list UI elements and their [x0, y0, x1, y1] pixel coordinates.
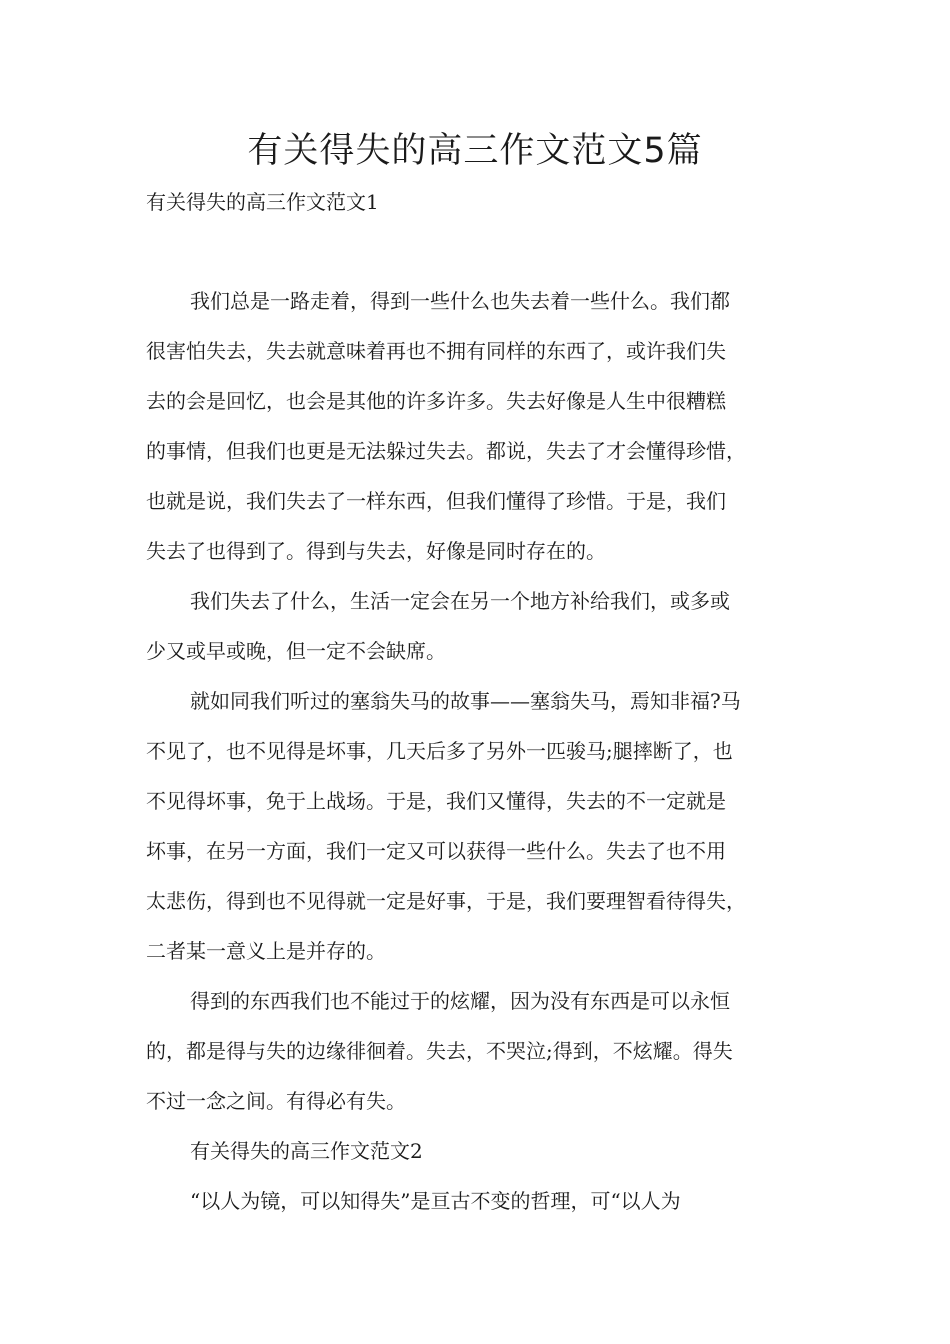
paragraph-line: 的事情，但我们也更是无法躲过失去。都说，失去了才会懂得珍惜， [146, 439, 746, 463]
essay-1-heading: 有关得失的高三作文范文1 [146, 190, 379, 214]
document-title: 有关得失的高三作文范文5篇 [247, 131, 703, 171]
paragraph-line: 我们总是一路走着，得到一些什么也失去着一些什么。我们都 [190, 289, 730, 313]
paragraph-line: 很害怕失去，失去就意味着再也不拥有同样的东西了，或许我们失 [146, 339, 726, 363]
paragraph-line: 坏事，在另一方面，我们一定又可以获得一些什么。失去了也不用 [146, 839, 726, 863]
paragraph-line: 去的会是回忆，也会是其他的许多许多。失去好像是人生中很糟糕 [146, 389, 726, 413]
paragraph-line: 太悲伤，得到也不见得就一定是好事，于是，我们要理智看待得失， [146, 889, 746, 913]
paragraph-line: 不见了，也不见得是坏事，几天后多了另外一匹骏马;腿摔断了，也 [146, 739, 733, 763]
paragraph-line: 不过一念之间。有得必有失。 [146, 1089, 406, 1113]
paragraph-line: 少又或早或晚，但一定不会缺席。 [146, 639, 446, 663]
paragraph-line: 失去了也得到了。得到与失去，好像是同时存在的。 [146, 539, 606, 563]
paragraph-line: 的，都是得与失的边缘徘徊着。失去，不哭泣;得到，不炫耀。得失 [146, 1039, 733, 1063]
paragraph-line: 就如同我们听过的塞翁失马的故事——塞翁失马，焉知非福?马 [190, 689, 741, 713]
essay-2-heading: 有关得失的高三作文范文2 [190, 1139, 423, 1163]
paragraph-line: 也就是说，我们失去了一样东西，但我们懂得了珍惜。于是，我们 [146, 489, 726, 513]
paragraph-line: “以人为镜，可以知得失”是亘古不变的哲理，可“以人为 [190, 1189, 681, 1213]
paragraph-line: 二者某一意义上是并存的。 [146, 939, 386, 963]
paragraph-line: 我们失去了什么，生活一定会在另一个地方补给我们，或多或 [190, 589, 730, 613]
paragraph-line: 得到的东西我们也不能过于的炫耀，因为没有东西是可以永恒 [190, 989, 730, 1013]
paragraph-line: 不见得坏事，免于上战场。于是，我们又懂得，失去的不一定就是 [146, 789, 726, 813]
